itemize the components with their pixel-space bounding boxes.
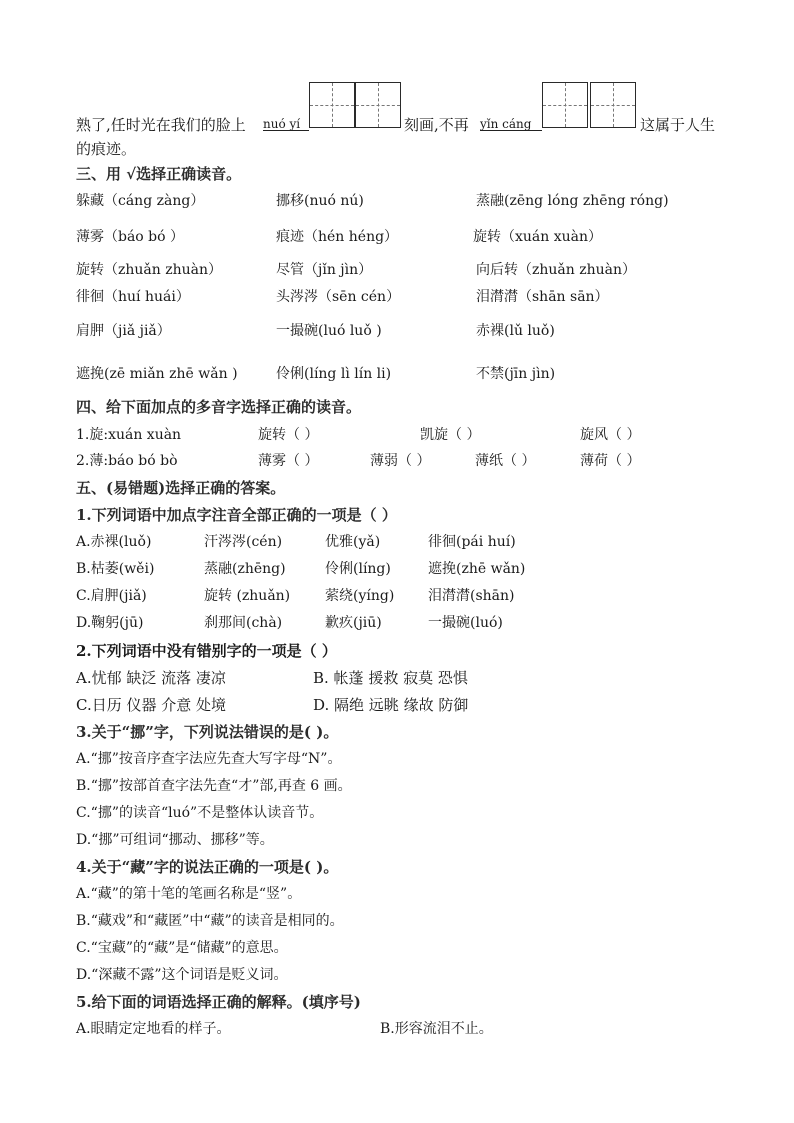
pinyin-item: 徘徊（huí huái） xyxy=(76,289,190,305)
polyphone-blank[interactable]: 旋转（ ） xyxy=(258,427,319,443)
polyphone-blank[interactable]: 薄雾（ ） xyxy=(258,453,319,469)
pinyin-item: 一撮碗(luó luǒ ) xyxy=(276,323,382,339)
polyphone-label: 2.薄:báo bó bò xyxy=(76,453,178,469)
option-item: 伶俐(líng) xyxy=(325,561,391,577)
option-item: 泪潸潸(shān) xyxy=(428,588,515,604)
option-item: A.眼睛定定地看的样子。 xyxy=(76,1021,231,1037)
pinyin-item: 肩胛（jiǎ jiǎ） xyxy=(76,323,171,339)
pinyin-item: 尽管（jǐn jìn） xyxy=(276,262,373,278)
option-item: 优雅(yǎ) xyxy=(325,534,381,550)
section-5-heading: 五、(易错题)选择正确的答案。 xyxy=(76,479,286,497)
intro-text-c: 这属于人生 xyxy=(640,116,716,134)
intro-text-a: 熟了,任时光在我们的脸上 xyxy=(76,116,246,134)
tianzige-box[interactable] xyxy=(542,82,588,128)
pinyin-item: 赤裸(lǔ luǒ) xyxy=(476,323,555,339)
pinyin-item: 薄雾（báo bó ） xyxy=(76,229,185,245)
option-item[interactable]: A.赤裸(luǒ) xyxy=(76,534,152,550)
pinyin-item: 伶俐(líng lì lín li) xyxy=(276,366,392,382)
option-item[interactable]: D.“挪”可组词“挪动、挪移”等。 xyxy=(76,832,274,848)
section-3-heading: 三、用 √选择正确读音。 xyxy=(76,165,242,183)
option-item[interactable]: A.“藏”的第十笔的笔画名称是“竖”。 xyxy=(76,886,302,902)
option-item: 蒸融(zhēng) xyxy=(204,561,286,577)
pinyin-item: 痕迹（hén héng） xyxy=(276,229,399,245)
option-item: 徘徊(pái huí) xyxy=(428,534,516,550)
option-item: 歉疚(jiū) xyxy=(325,615,382,631)
option-item[interactable]: A.“挪”按音序查字法应先查大写字母“N”。 xyxy=(76,751,342,767)
polyphone-label: 1.旋:xuán xuàn xyxy=(76,427,182,443)
tianzige-box[interactable] xyxy=(309,82,355,128)
pinyin-item: 躲藏（cáng zàng） xyxy=(76,193,205,209)
polyphone-blank[interactable]: 薄弱（ ） xyxy=(370,453,431,469)
intro-text-b: 刻画,不再 xyxy=(404,116,469,134)
pinyin-item: 旋转（zhuǎn zhuàn） xyxy=(76,262,222,278)
option-item[interactable]: B.“藏戏”和“藏匿”中“藏”的读音是相同的。 xyxy=(76,913,344,929)
option-item: B.形容流泪不止。 xyxy=(380,1021,493,1037)
option-item[interactable]: D.鞠躬(jū) xyxy=(76,615,144,631)
option-item[interactable]: B. 帐蓬 援救 寂莫 恐惧 xyxy=(313,669,468,687)
pinyin-item: 向后转（zhuǎn zhuàn） xyxy=(476,262,636,278)
option-item: 萦绕(yíng) xyxy=(325,588,395,604)
pinyin-underline xyxy=(480,130,542,131)
polyphone-blank[interactable]: 薄荷（ ） xyxy=(580,453,641,469)
option-item: 汗涔涔(cén) xyxy=(204,534,283,550)
option-item[interactable]: B.“挪”按部首查字法先查“才”部,再查 6 画。 xyxy=(76,778,352,794)
pinyin-item: 不禁(jīn jìn) xyxy=(476,366,556,382)
pinyin-underline xyxy=(263,130,309,131)
polyphone-blank[interactable]: 凯旋（ ） xyxy=(420,427,481,443)
option-item[interactable]: B.枯萎(wěi) xyxy=(76,561,155,577)
pinyin-yincang: yǐn cáng xyxy=(480,117,532,131)
question-4: 4.关于“藏”字的说法正确的一项是( )。 xyxy=(76,858,339,876)
option-item[interactable]: A.忧郁 缺泛 流落 凄凉 xyxy=(76,669,226,687)
pinyin-item: 旋转（xuán xuàn） xyxy=(473,229,603,245)
section-4-heading: 四、给下面加点的多音字选择正确的读音。 xyxy=(76,398,362,416)
option-item[interactable]: C.日历 仪器 介意 处境 xyxy=(76,696,227,714)
intro-text-line2: 的痕迹。 xyxy=(76,140,137,158)
pinyin-nuoyi: nuó yí xyxy=(263,117,301,131)
pinyin-item: 遮挽(zē miǎn zhē wǎn ) xyxy=(76,366,238,382)
question-3: 3.关于“挪”字，下列说法错误的是( )。 xyxy=(76,723,339,741)
question-1: 1.下列词语中加点字注音全部正确的一项是（ ） xyxy=(76,506,397,524)
option-item: 遮挽(zhē wǎn) xyxy=(428,561,526,577)
polyphone-blank[interactable]: 旋风（ ） xyxy=(580,427,641,443)
option-item: 旋转 (zhuǎn) xyxy=(204,588,291,604)
option-item[interactable]: C.“挪”的读音“luó”不是整体认读音节。 xyxy=(76,805,324,821)
option-item[interactable]: C.肩胛(jiǎ) xyxy=(76,588,147,604)
option-item[interactable]: D. 隔绝 远眺 缘故 防御 xyxy=(313,696,469,714)
pinyin-item: 蒸融(zēng lóng zhēng róng) xyxy=(476,193,669,209)
option-item: 刹那间(chà) xyxy=(204,615,283,631)
option-item[interactable]: D.“深藏不露”这个词语是贬义词。 xyxy=(76,967,288,983)
question-5: 5.给下面的词语选择正确的解释。(填序号) xyxy=(76,993,361,1011)
option-item[interactable]: C.“宝藏”的“藏”是“储藏”的意思。 xyxy=(76,940,288,956)
pinyin-item: 挪移(nuó nú) xyxy=(276,193,364,209)
polyphone-blank[interactable]: 薄纸（ ） xyxy=(475,453,536,469)
option-item: 一撮碗(luó) xyxy=(428,615,503,631)
tianzige-box[interactable] xyxy=(355,82,401,128)
pinyin-item: 头涔涔（sēn cén） xyxy=(276,289,401,305)
question-2: 2.下列词语中没有错别字的一项是（ ） xyxy=(76,642,337,660)
pinyin-item: 泪潸潸（shān sān） xyxy=(476,289,609,305)
tianzige-box[interactable] xyxy=(590,82,636,128)
